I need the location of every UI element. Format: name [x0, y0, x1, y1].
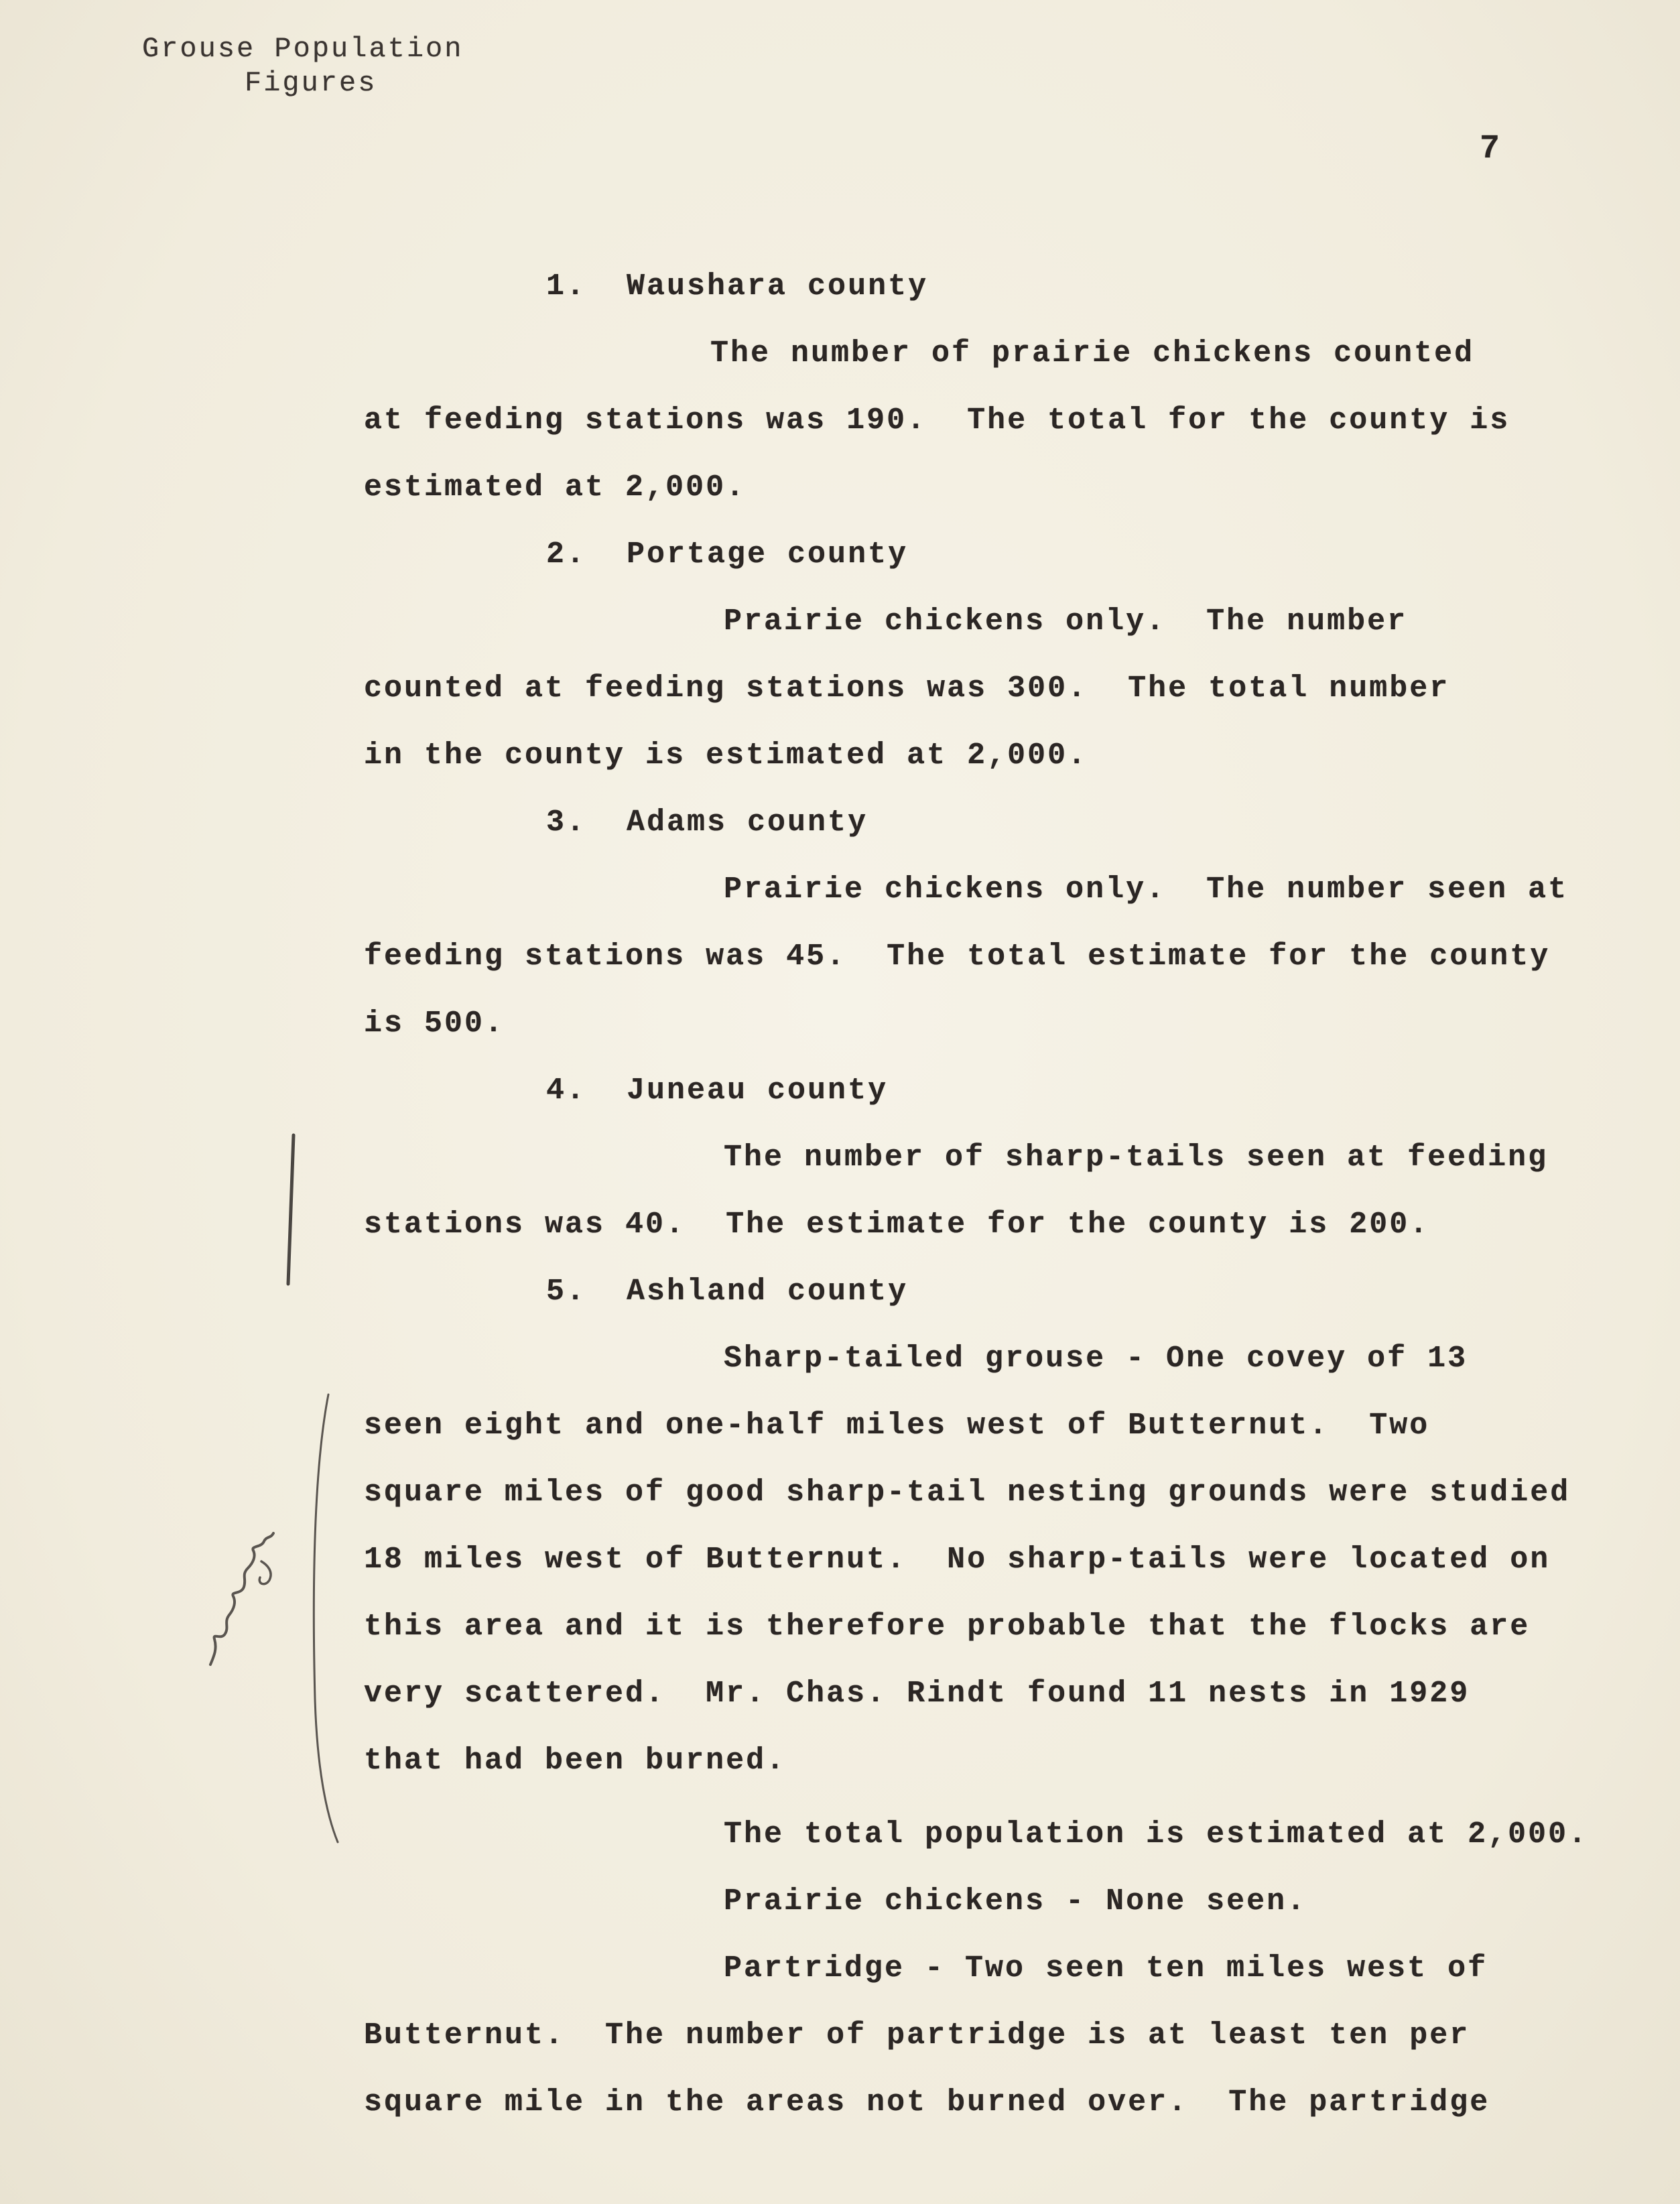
pencil-margin-bracket	[295, 1390, 348, 1846]
header-title-line-1: Grouse Population	[142, 33, 464, 65]
body-line: in the county is estimated at 2,000.	[364, 738, 1088, 773]
body-line: Prairie chickens - None seen.	[724, 1884, 1307, 1919]
body-line: estimated at 2,000.	[364, 470, 747, 505]
body-line: square miles of good sharp-tail nesting grounds were studied	[364, 1476, 1571, 1510]
body-line: The number of prairie chickens counted	[710, 336, 1475, 371]
body-line: Sharp-tailed grouse - One covey of 13	[724, 1342, 1468, 1376]
section-heading-portage: 2. Portage county	[546, 537, 909, 572]
body-line: this area and it is therefore probable that the flocks are	[364, 1610, 1531, 1644]
body-line: is 500.	[364, 1007, 505, 1041]
body-line: seen eight and one-half miles west of Butternut. Two	[364, 1409, 1430, 1443]
pencil-margin-bar-short	[281, 1132, 302, 1287]
body-line: counted at feeding stations was 300. The total number	[364, 671, 1450, 706]
body-line: The total population is estimated at 2,000.	[724, 1817, 1589, 1852]
body-line: The number of sharp-tails seen at feeding	[724, 1141, 1549, 1175]
body-line: Partridge - Two seen ten miles west of	[724, 1951, 1488, 1986]
body-line: very scattered. Mr. Chas. Rindt found 11 nests in 1929	[364, 1677, 1470, 1711]
body-line: stations was 40. The estimate for the county is 200.	[364, 1208, 1430, 1242]
section-heading-juneau: 4. Juneau county	[546, 1074, 889, 1108]
section-heading-adams: 3. Adams county	[546, 805, 868, 840]
section-heading-waushara: 1. Waushara county	[546, 269, 929, 304]
header-title-line-2: Figures	[245, 67, 377, 99]
body-line: Butternut. The number of partridge is at least ten per	[364, 2018, 1470, 2053]
body-line: at feeding stations was 190. The total for the county is	[364, 403, 1510, 438]
body-line: square mile in the areas not burned over. The partridge	[364, 2085, 1490, 2120]
body-line: 18 miles west of Butternut. No sharp-tails were located on	[364, 1543, 1551, 1577]
body-line: that had been burned.	[364, 1744, 787, 1778]
page-number: 7	[1480, 130, 1502, 168]
body-line: Prairie chickens only. The number	[724, 604, 1408, 639]
body-line: feeding stations was 45. The total estimate for the county	[364, 939, 1551, 974]
body-line: Prairie chickens only. The number seen at	[724, 872, 1569, 907]
margin-note-handwriting	[194, 1521, 295, 1675]
section-heading-ashland: 5. Ashland county	[546, 1275, 909, 1309]
